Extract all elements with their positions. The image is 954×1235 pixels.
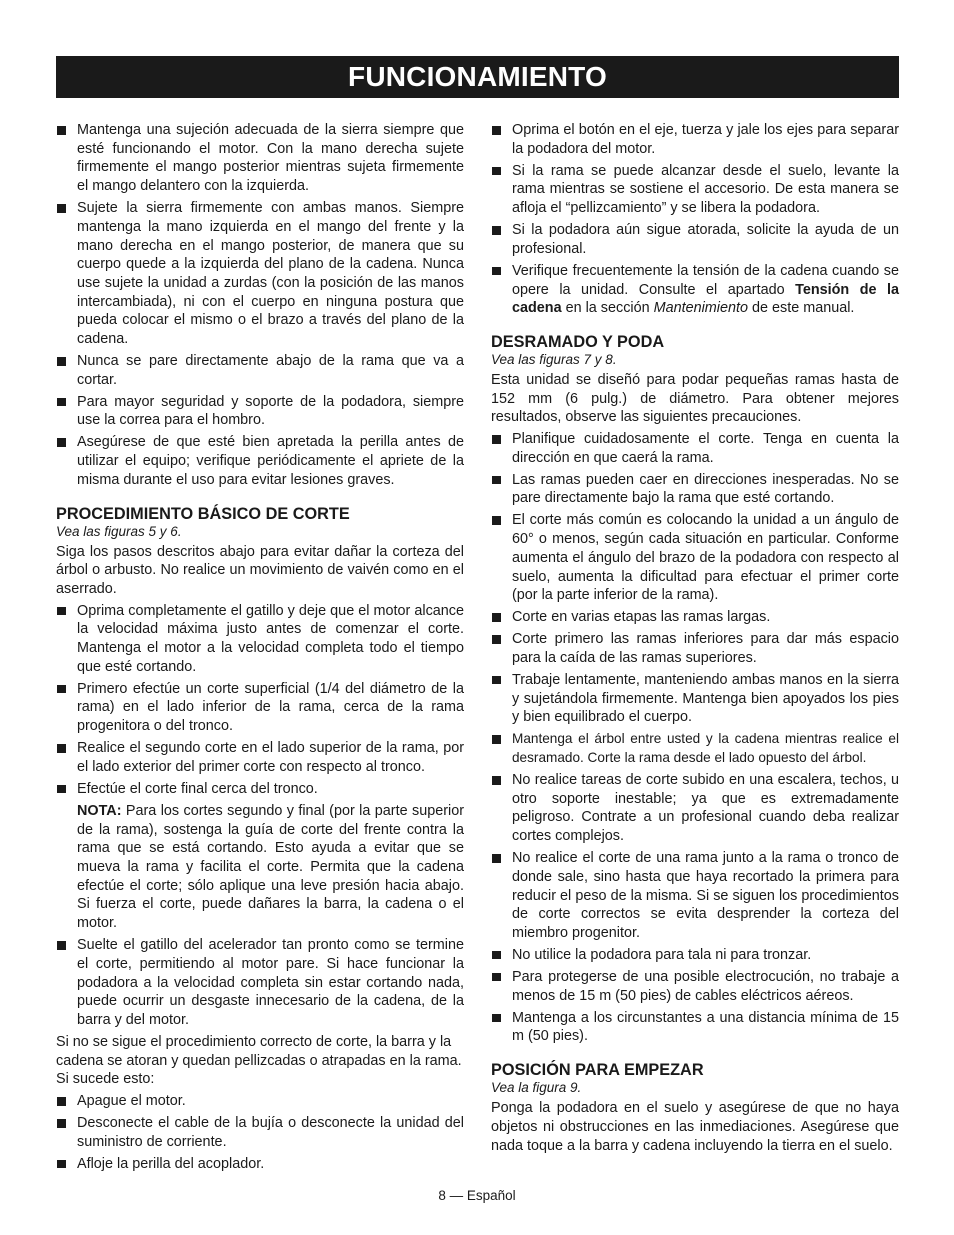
square-bullet-icon xyxy=(57,398,66,407)
list-item: Planifique cuidadosamente el corte. Tenga en cuenta la dirección en que caerá la rama. xyxy=(491,430,899,467)
pinch-steps-list xyxy=(56,1092,464,1173)
square-bullet-icon xyxy=(492,854,501,863)
note-label: NOTA: xyxy=(77,802,122,819)
list-item: No realice tareas de corte subido en una escalera, techos, u otro soporte inestable; ya que es extremadamente peligroso. Contrate a un profesional cuando deba realizar cortes complejos. xyxy=(491,771,899,846)
list-item: Si la rama se puede alcanzar desde el suelo, levante la rama mientras se sostiene el accesorio. De esta manera se afloja el “pellizcamiento” y se libera la podadora. xyxy=(491,162,899,218)
list-item: Trabaje lentamente, manteniendo ambas manos en la sierra y sujetándola firmemente. Mantenga bien apoyados los pies y bien equilibrado el cuerpo. xyxy=(491,671,899,727)
square-bullet-icon xyxy=(57,941,66,950)
list-item: Oprima completamente el gatillo y deje que el motor alcance la velocidad máxima justo antes de comenzar el corte. Mantenga el motor a la velocidad completa todo el tiempo que esté cortando. xyxy=(56,602,464,677)
section-heading-basic-cut: PROCEDIMIENTO BÁSICO DE CORTE xyxy=(56,504,350,523)
page-footer: 8 — Español xyxy=(438,1188,516,1203)
section-intro: Esta unidad se diseñó para podar pequeñas ramas hasta de 152 mm (6 pulg.) de diámetro. Para obtener mejores resultados, observe las siguientes precauciones. xyxy=(491,371,899,426)
list-item: Las ramas pueden caer en direcciones inesperadas. No se pare directamente bajo la rama que esté cortando. xyxy=(491,471,899,508)
square-bullet-icon xyxy=(57,607,66,616)
list-item: Sujete la sierra firmemente con ambas manos. Siempre mantenga la mano izquierda en el mango del frente y la mano derecha en el mango posterior, de manera que su cuerpo quede a la izquierda del plano de la cadena. Nunca use sujete la unidad a zurdas (con la posición de las manos intercambiada), ni con el cuerpo en ninguna postura que pueda colocar el mismo o el brazo a través del plano de la cadena. xyxy=(56,199,464,349)
square-bullet-icon xyxy=(57,785,66,794)
page-title: FUNCIONAMIENTO xyxy=(348,61,607,92)
list-item: No utilice la podadora para tala ni para tronzar. xyxy=(491,946,899,965)
square-bullet-icon xyxy=(492,676,501,685)
figure-reference: Vea las figuras 5 y 6. xyxy=(56,523,182,539)
section-intro: Siga los pasos descritos abajo para evitar dañar la corteza del árbol o arbusto. No realice un movimiento de vaivén como en el aserrado. xyxy=(56,543,464,597)
list-item: Primero efectúe un corte superficial (1/4 del diámetro de la rama) en el lado inferior de la rama, cerca de la rama progenitora o del tronco. xyxy=(56,680,464,736)
list-item: Efectúe el corte final cerca del tronco. xyxy=(56,780,464,799)
list-item: Para mayor seguridad y soporte de la podadora, siempre use la correa para el hombro. xyxy=(56,393,464,430)
list-item: Verifique frecuentemente la tensión de la cadena cuando se opere la unidad. Consulte el apartado Tensión de la cadena en la sección Mantenimiento de este manual. xyxy=(491,262,899,318)
list-item: Oprima el botón en el eje, tuerza y jale los ejes para separar la podadora del motor. xyxy=(491,121,899,158)
list-item: Corte primero las ramas inferiores para dar más espacio para la caída de las ramas superiores. xyxy=(491,630,899,667)
square-bullet-icon xyxy=(57,438,66,447)
square-bullet-icon xyxy=(57,685,66,694)
pinch-paragraph: Si no se sigue el procedimiento correcto de corte, la barra y la cadena se atoran y quedan pellizcadas o atrapadas en la rama. Si sucede esto: xyxy=(56,1033,462,1088)
square-bullet-icon xyxy=(492,735,501,744)
section-title-banner xyxy=(56,56,899,98)
list-item: Asegúrese de que esté bien apretada la perilla antes de utilizar el equipo; verifique periódicamente el apriete de la misma durante el uso para evitar lesiones graves. xyxy=(56,433,464,489)
square-bullet-icon xyxy=(57,1097,66,1106)
square-bullet-icon xyxy=(492,776,501,785)
square-bullet-icon xyxy=(492,267,501,276)
list-item: Mantenga el árbol entre usted y la cadena mientras realice el desramado. Corte la rama desde el lado opuesto del árbol. xyxy=(491,730,899,767)
list-item: Realice el segundo corte en el lado superior de la rama, por el lado exterior del primer corte con respecto al tronco. xyxy=(56,739,464,776)
list-item: Para protegerse de una posible electrocución, no trabaje a menos de 15 m (50 pies) de cables eléctricos aéreos. xyxy=(491,968,899,1005)
left-column xyxy=(56,121,464,1177)
list-item: Desconecte el cable de la bujía o desconecte la unidad del suministro de corriente. xyxy=(56,1114,464,1151)
section-heading-starting-position: POSICIÓN PARA EMPEZAR xyxy=(491,1061,704,1080)
square-bullet-icon xyxy=(492,435,501,444)
safety-bullet-list xyxy=(56,121,464,490)
square-bullet-icon xyxy=(492,973,501,982)
list-item: Si la podadora aún sigue atorada, solicite la ayuda de un profesional. xyxy=(491,221,899,258)
list-item: Corte en varias etapas las ramas largas. xyxy=(491,608,899,627)
square-bullet-icon xyxy=(492,1014,501,1023)
square-bullet-icon xyxy=(57,357,66,366)
square-bullet-icon xyxy=(492,613,501,622)
square-bullet-icon xyxy=(492,167,501,176)
pinch-steps-continued-list xyxy=(491,121,899,318)
square-bullet-icon xyxy=(492,476,501,485)
section-heading-pruning: DESRAMADO Y PODA xyxy=(491,332,665,351)
square-bullet-icon xyxy=(492,516,501,525)
list-item: Mantenga una sujeción adecuada de la sierra siempre que esté funcionando el motor. Con la mano derecha sujete firmemente el mango posterior mientras sujeta firmemente el mango delantero con la izquierda. xyxy=(56,121,464,196)
list-item: Nunca se pare directamente abajo de la rama que va a cortar. xyxy=(56,352,464,389)
square-bullet-icon xyxy=(492,635,501,644)
square-bullet-icon xyxy=(57,1119,66,1128)
pruning-precautions-list xyxy=(491,430,899,1046)
list-item: No realice el corte de una rama junto a la rama o tronco de donde sale, sino hasta que haya recortado la primera para reducir el peso de la misma. Si se siguen los procedimientos de corte correctos se evita desprender la corteza del miembro progenitor. xyxy=(491,849,899,943)
list-item: Apague el motor. xyxy=(56,1092,464,1111)
cut-steps-list xyxy=(56,602,464,799)
square-bullet-icon xyxy=(57,126,66,135)
square-bullet-icon xyxy=(492,951,501,960)
note-paragraph: NOTA: Para los cortes segundo y final (por la parte superior de la rama), sostenga la guía de corte del frente contra la rama que se está cortando. Esto ayuda a evitar que se mueva la rama y facilita el corte. Permita que la cadena efectúe el corte; sólo aplique una leve presión hacia abajo. Si fuerza el corte, puede dañares la barra, la cadena o el motor. xyxy=(77,802,464,932)
list-item: Suelte el gatillo del acelerador tan pronto como se termine el corte, permitiendo al motor pare. Si hace funcionar la podadora a la velocidad completa sin estar cortando nada, puede ocurrir un desgaste innecesario de la cadena, de la barra y del motor. xyxy=(56,936,464,1030)
section-text: Ponga la podadora en el suelo y asegúrese de que no haya objetos ni obstrucciones en las inmediaciones. Asegúrese que nada toque a la barra y cadena incluyendo la tierra en el suelo. xyxy=(491,1100,899,1154)
list-item: Afloje la perilla del acoplador. xyxy=(56,1155,464,1174)
figure-reference: Vea las figuras 7 y 8. xyxy=(491,351,617,367)
list-item: Mantenga a los circunstantes a una distancia mínima de 15 m (50 pies). xyxy=(491,1009,899,1046)
square-bullet-icon xyxy=(57,204,66,213)
right-column xyxy=(491,121,899,1158)
square-bullet-icon xyxy=(492,226,501,235)
figure-reference: Vea la figura 9. xyxy=(491,1080,582,1096)
release-trigger-list xyxy=(56,936,464,1030)
square-bullet-icon xyxy=(57,744,66,753)
list-item: El corte más común es colocando la unidad a un ángulo de 60° o menos, según cada situación en particular. Conforme aumenta el ángulo del brazo de la podadora con respecto al suelo, aumenta la dificultad para efectuar el primer corte (por la parte inferior de la rama). xyxy=(491,511,899,605)
square-bullet-icon xyxy=(492,126,501,135)
square-bullet-icon xyxy=(57,1160,66,1169)
